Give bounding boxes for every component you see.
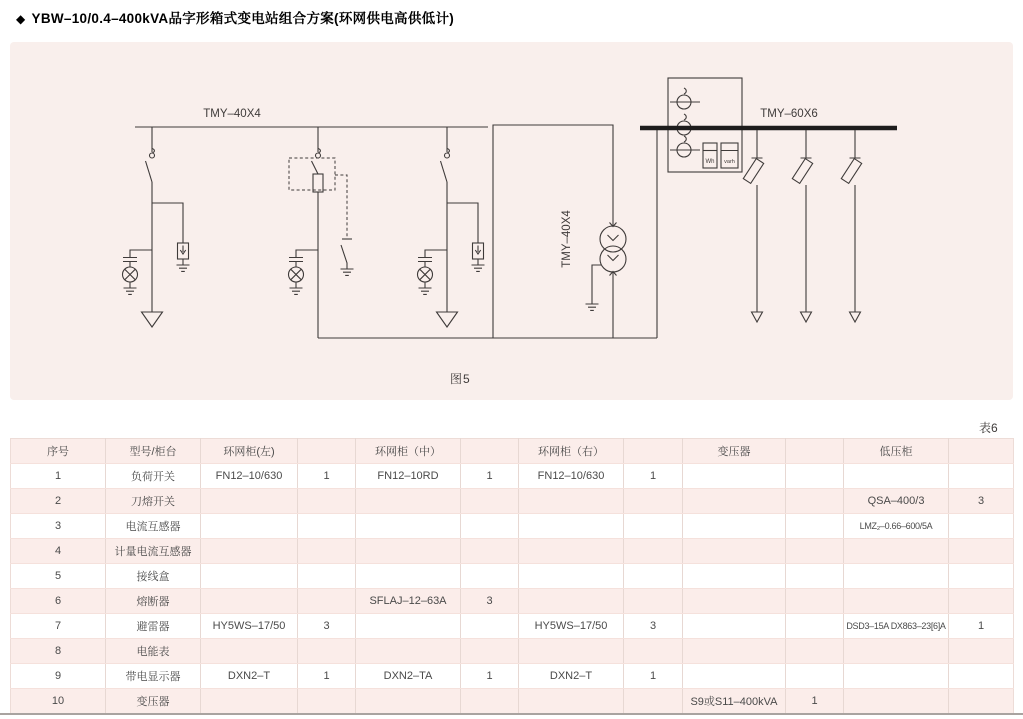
table-cell	[683, 489, 786, 514]
surge-arrester-icon	[178, 243, 189, 259]
table-cell: 1	[461, 464, 519, 489]
table-cell: FN12–10/630	[201, 464, 298, 489]
table-cell	[844, 589, 949, 614]
hv-busbar	[135, 108, 488, 127]
table-cell: 带电显示器	[106, 664, 201, 689]
transformer-icon	[600, 226, 626, 272]
table-cell: 8	[11, 639, 106, 664]
table-cell	[461, 614, 519, 639]
metering-cabinet	[668, 78, 742, 172]
page-title-text: YBW–10/0.4–400kVA品字形箱式变电站组合方案(环网供电高供低计)	[31, 11, 455, 26]
table-row	[11, 589, 1014, 614]
table-cell: QSA–400/3	[844, 489, 949, 514]
table-cell: 1	[949, 614, 1014, 639]
table-cell	[949, 564, 1014, 589]
table-cell	[624, 564, 683, 589]
current-transformer-icon	[670, 88, 700, 109]
voltage-indicator-lamp-icon	[289, 267, 304, 282]
table-cell: 3	[949, 489, 1014, 514]
table-cell: 5	[11, 564, 106, 589]
table-cell: 电能表	[106, 639, 201, 664]
table-cell	[356, 539, 461, 564]
table-cell	[298, 489, 356, 514]
table-row	[11, 489, 1014, 514]
table-cell	[461, 539, 519, 564]
table-cell	[683, 514, 786, 539]
ground-icon	[472, 265, 485, 271]
ground-icon	[290, 288, 303, 294]
table-cell: 9	[11, 664, 106, 689]
table-cell	[624, 689, 683, 714]
table-cell	[786, 564, 844, 589]
header-cell: 型号/柜台	[106, 439, 201, 464]
table-cell	[298, 639, 356, 664]
table-cell	[786, 464, 844, 489]
figure-caption: 图5	[450, 372, 471, 386]
header-cell	[624, 439, 683, 464]
lv-feeder	[841, 130, 861, 322]
table-cell: 3	[298, 614, 356, 639]
table-cell: 电流互感器	[106, 514, 201, 539]
table-cell	[683, 614, 786, 639]
table-cell	[683, 639, 786, 664]
table-cell	[949, 539, 1014, 564]
feeder-arrow-icon	[752, 312, 763, 322]
table-cell	[683, 664, 786, 689]
table-cell: 1	[624, 464, 683, 489]
table-cell	[949, 464, 1014, 489]
table-cell	[949, 664, 1014, 689]
table-cell: 3	[624, 614, 683, 639]
table-row	[11, 664, 1014, 689]
table-cell	[519, 639, 624, 664]
feeder-arrow-icon	[850, 312, 861, 322]
fuse-switch-icon	[841, 159, 861, 184]
interlock-link	[335, 175, 347, 238]
transformer-circuit	[318, 125, 657, 338]
table-cell	[201, 589, 298, 614]
table-cell	[786, 639, 844, 664]
table-cell	[786, 589, 844, 614]
bay-middle-switch-fuse	[289, 127, 354, 338]
table-cell	[519, 514, 624, 539]
header-cell: 环网柜（右）	[519, 439, 624, 464]
header-cell	[461, 439, 519, 464]
transformer-riser-label: TMY–40X4	[561, 210, 573, 268]
table-cell: 6	[11, 589, 106, 614]
table-cell: 10	[11, 689, 106, 714]
table-cell	[201, 514, 298, 539]
table-caption: 表6	[979, 421, 998, 435]
table-row	[11, 689, 1014, 714]
table-cell	[201, 689, 298, 714]
page-bottom-rule	[0, 713, 1023, 715]
table-cell	[949, 639, 1014, 664]
fuse-switch-icon	[743, 159, 763, 184]
table-cell	[844, 689, 949, 714]
lv-feeder	[792, 130, 812, 322]
table-cell	[844, 539, 949, 564]
header-cell: 环网柜(左)	[201, 439, 298, 464]
table-cell: 2	[11, 489, 106, 514]
table-cell	[624, 489, 683, 514]
table-cell: 1	[11, 464, 106, 489]
fuse-switch-icon	[792, 159, 812, 184]
table-cell	[786, 614, 844, 639]
table-cell: SFLAJ–12–63A	[356, 589, 461, 614]
table-cell: 负荷开关	[106, 464, 201, 489]
table-row	[11, 639, 1014, 664]
current-transformer-icon	[670, 136, 700, 157]
table-cell	[461, 639, 519, 664]
table-cell	[201, 489, 298, 514]
table-cell	[786, 514, 844, 539]
table-cell	[683, 464, 786, 489]
table-cell: 1	[624, 664, 683, 689]
table-cell	[356, 689, 461, 714]
table-cell	[461, 514, 519, 539]
lv-busbar	[640, 108, 897, 128]
table-row	[11, 564, 1014, 589]
table-cell	[624, 639, 683, 664]
bay-right-load-switch	[418, 127, 485, 327]
table-cell: 1	[298, 664, 356, 689]
earthing-switch-icon	[341, 239, 354, 275]
table-cell	[786, 664, 844, 689]
ground-icon	[124, 288, 137, 294]
cable-termination-icon	[142, 312, 163, 327]
table-cell: 4	[11, 539, 106, 564]
table-cell	[949, 514, 1014, 539]
header-cell	[298, 439, 356, 464]
table-cell: DXN2–T	[201, 664, 298, 689]
ground-icon	[586, 304, 599, 310]
table-cell: FN12–10/630	[519, 464, 624, 489]
ground-icon	[419, 288, 432, 294]
table-cell: FN12–10RD	[356, 464, 461, 489]
figure-panel	[10, 42, 1013, 400]
table-cell: 变压器	[106, 689, 201, 714]
table-cell	[298, 539, 356, 564]
table-cell: 刀熔开关	[106, 489, 201, 514]
capacitor-icon	[418, 258, 432, 268]
table-cell	[201, 564, 298, 589]
table-row	[11, 514, 1014, 539]
table-row	[11, 464, 1014, 489]
table-cell	[844, 564, 949, 589]
table-cell	[356, 514, 461, 539]
fuse-icon	[313, 174, 323, 192]
table-cell	[519, 489, 624, 514]
header-cell	[786, 439, 844, 464]
meter-wh-label: Wh	[705, 159, 715, 165]
table-cell: 1	[786, 689, 844, 714]
table-cell	[624, 539, 683, 564]
table-cell	[844, 664, 949, 689]
spec-table	[10, 438, 1014, 714]
table-cell	[461, 489, 519, 514]
table-cell: LMZ₂–0.66–600/5A	[844, 514, 949, 539]
table-cell: HY5WS–17/50	[519, 614, 624, 639]
bay-left-load-switch	[123, 127, 190, 327]
table-cell	[356, 564, 461, 589]
meter-varh-label: varh	[724, 159, 735, 165]
ground-icon	[341, 269, 354, 275]
table-cell	[683, 564, 786, 589]
table-cell: S9或S11–400kVA	[683, 689, 786, 714]
table-cell	[844, 464, 949, 489]
table-cell: 7	[11, 614, 106, 639]
table-cell	[298, 689, 356, 714]
table-cell	[461, 689, 519, 714]
table-cell	[298, 564, 356, 589]
table-cell: DXN2–TA	[356, 664, 461, 689]
table-cell	[298, 589, 356, 614]
table-cell	[201, 539, 298, 564]
table-cell: 1	[461, 664, 519, 689]
table-cell: 接线盒	[106, 564, 201, 589]
lv-feeder	[743, 130, 763, 322]
voltage-indicator-lamp-icon	[418, 267, 433, 282]
feeder-arrow-icon	[801, 312, 812, 322]
table-cell	[949, 589, 1014, 614]
table-cell	[786, 539, 844, 564]
reactive-energy-meter-icon	[721, 143, 738, 168]
capacitor-icon	[289, 258, 303, 268]
table-cell	[356, 614, 461, 639]
table-cell	[786, 489, 844, 514]
header-cell: 变压器	[683, 439, 786, 464]
header-cell	[949, 439, 1014, 464]
page-title	[16, 7, 454, 27]
table-cell: 1	[298, 464, 356, 489]
hv-busbar-label: TMY–40X4	[203, 108, 261, 120]
table-cell	[519, 564, 624, 589]
table-cell	[356, 489, 461, 514]
header-cell: 环网柜（中）	[356, 439, 461, 464]
lv-busbar-label: TMY–60X6	[760, 108, 818, 120]
cable-termination-icon	[437, 312, 458, 327]
table-cell	[298, 514, 356, 539]
diamond-bullet-icon: ◆	[16, 12, 26, 26]
table-row	[11, 539, 1014, 564]
active-energy-meter-icon	[703, 143, 717, 168]
table-cell: HY5WS–17/50	[201, 614, 298, 639]
table-cell: 熔断器	[106, 589, 201, 614]
table-cell	[356, 639, 461, 664]
header-cell: 低压柜	[844, 439, 949, 464]
table-cell: DSD3–15A DX863–23[6]A	[844, 614, 949, 639]
table-cell: DXN2–T	[519, 664, 624, 689]
table-cell	[519, 539, 624, 564]
table-cell: 3	[11, 514, 106, 539]
table-cell	[461, 564, 519, 589]
table-row	[11, 614, 1014, 639]
table-cell: 避雷器	[106, 614, 201, 639]
table-cell	[949, 689, 1014, 714]
table-cell	[844, 639, 949, 664]
table-cell	[201, 639, 298, 664]
table-cell	[683, 539, 786, 564]
single-line-diagram	[10, 42, 1013, 400]
table-cell	[683, 589, 786, 614]
table-header-row	[11, 439, 1014, 464]
surge-arrester-icon	[473, 243, 484, 259]
table-cell: 计量电流互感器	[106, 539, 201, 564]
current-transformer-icon	[670, 114, 700, 135]
table-cell	[624, 589, 683, 614]
header-cell: 序号	[11, 439, 106, 464]
table-cell	[624, 514, 683, 539]
table-cell	[519, 689, 624, 714]
table-cell	[519, 589, 624, 614]
voltage-indicator-lamp-icon	[123, 267, 138, 282]
table-cell: 3	[461, 589, 519, 614]
ground-icon	[177, 265, 190, 271]
capacitor-icon	[123, 258, 137, 268]
